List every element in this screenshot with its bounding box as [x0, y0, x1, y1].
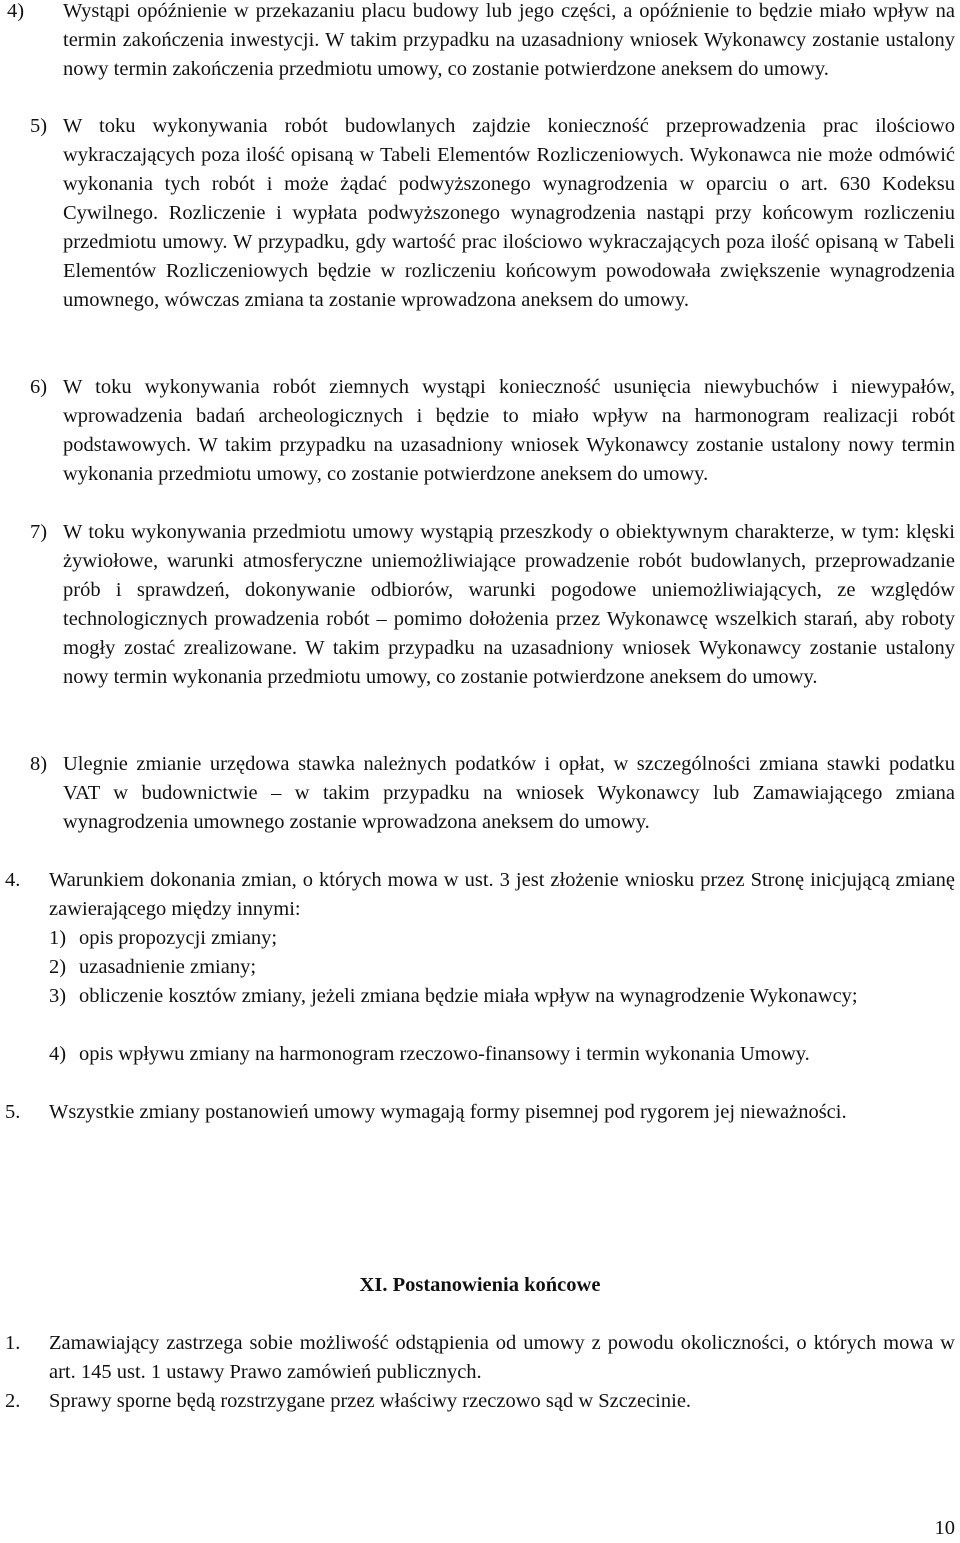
subitem-text: opis wpływu zmiany na harmonogram rzeczowo-finansowy i termin wykonania Umowy. [79, 1043, 810, 1065]
paragraph-text: Warunkiem dokonania zmian, o których mowa w ust. 3 jest złożenie wniosku przez Stronę inicjującą zmianę zawierającego między innymi: [49, 869, 955, 920]
paragraph-number: 5. [5, 1101, 21, 1123]
subitem-number: 1) [49, 927, 67, 949]
paragraph-number: 4. [5, 869, 21, 891]
paragraph-text: Wszystkie zmiany postanowień umowy wymagają formy pisemnej pod rygorem jej nieważności. [49, 1101, 847, 1123]
section-item-number: 1. [5, 1332, 21, 1354]
page-number: 10 [934, 1517, 955, 1539]
section-heading: XI. Postanowienia końcowe [359, 1274, 601, 1296]
item-number: 4) [7, 0, 25, 22]
item-text: Wystąpi opóźnienie w przekazaniu placu budowy lub jego części, a opóźnienie to będzie miało wpływ na termin zakończenia inwestycji. W takim przypadku na uzasadniony wniosek Wykonawcy zostanie ustalony nowy termin zakończenia przedmiotu umowy, co zostanie potwierdzone aneksem do umowy. [63, 0, 955, 80]
item-text: W toku wykonywania przedmiotu umowy wystąpią przeszkody o obiektywnym charakterze, w tym: klęski żywiołowe, warunki atmosferyczne uniemożliwiające prowadzenie robót budowlanych, przeprowadzanie prób i sprawdzeń, dokonywanie odbiorów, warunki pogodowe uniemożliwiających, ze względów technologicznych prowadzenia robót – pomimo dołożenia przez Wykonawcę wszelkich starań, aby roboty mogły zostać zrealizowane. W takim przypadku na uzasadniony wniosek Wykonawcy zostanie ustalony nowy termin wykonania przedmiotu umowy, co zostanie potwierdzone aneksem do umowy. [63, 521, 955, 688]
subitem-number: 3) [49, 985, 67, 1007]
section-item-text: Sprawy sporne będą rozstrzygane przez właściwy rzeczowo sąd w Szczecinie. [49, 1390, 692, 1412]
item-number: 8) [30, 753, 48, 775]
item-number: 6) [30, 376, 48, 398]
item-text: Ulegnie zmianie urzędowa stawka należnych podatków i opłat, w szczególności zmiana stawki podatku VAT w budownictwie – w takim przypadku na wniosek Wykonawcy lub Zamawiającego zmiana wynagrodzenia umownego zostanie wprowadzona aneksem do umowy. [63, 753, 955, 833]
section-item-text: Zamawiający zastrzega sobie możliwość odstąpienia od umowy z powodu okoliczności, o których mowa w art. 145 ust. 1 ustawy Prawo zamówień publicznych. [49, 1332, 955, 1383]
subitem-number: 4) [49, 1043, 67, 1065]
item-text: W toku wykonywania robót budowlanych zajdzie konieczność przeprowadzenia prac ilościowo wykraczających poza ilość opisaną w Tabeli Elementów Rozliczeniowych. Wykonawca nie może odmówić wykonania tych robót i może żądać podwyższonego wynagrodzenia w oparciu o art. 630 Kodeksu Cywilnego. Rozliczenie i wypłata podwyższonego wynagrodzenia nastąpi przy końcowym rozliczeniu przedmiotu umowy. W przypadku, gdy wartość prac ilościowo wykraczających poza ilość opisaną w Tabeli Elementów Rozliczeniowych będzie w rozliczeniu końcowym powodowała zwiększenie wynagrodzenia umownego, wówczas zmiana ta zostanie wprowadzona aneksem do umowy. [63, 115, 955, 311]
subitem-text: obliczenie kosztów zmiany, jeżeli zmiana będzie miała wpływ na wynagrodzenie Wykonawcy; [79, 985, 858, 1007]
item-number: 7) [30, 521, 48, 543]
subitem-number: 2) [49, 956, 67, 978]
item-number: 5) [30, 115, 48, 137]
subitem-text: opis propozycji zmiany; [79, 927, 278, 949]
section-item-number: 2. [5, 1390, 21, 1412]
subitem-text: uzasadnienie zmiany; [79, 956, 257, 978]
item-text: W toku wykonywania robót ziemnych wystąpi konieczność usunięcia niewybuchów i niewypałów, wprowadzenia badań archeologicznych i będzie to miało wpływ na harmonogram realizacji robót podstawowych. W takim przypadku na uzasadniony wniosek Wykonawcy zostanie ustalony nowy termin wykonania przedmiotu umowy, co zostanie potwierdzone aneksem do umowy. [63, 376, 955, 485]
